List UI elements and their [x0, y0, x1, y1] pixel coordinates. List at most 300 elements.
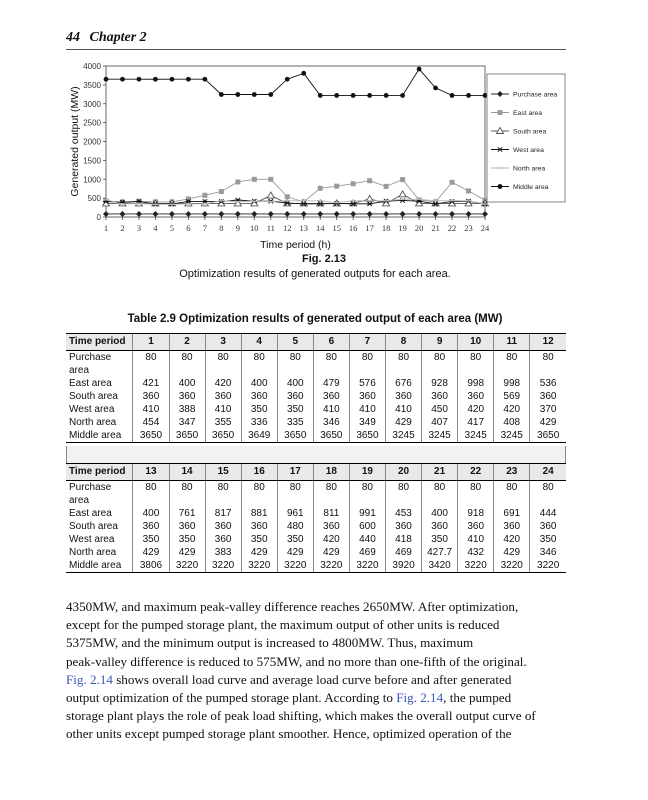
table-cell: 761 — [169, 507, 205, 520]
table-cell: 80 — [241, 351, 277, 378]
x-tick-label: 19 — [398, 223, 407, 233]
legend-label: East area — [513, 110, 543, 117]
body-paragraph — [66, 598, 569, 744]
x-tick-label: 14 — [315, 223, 325, 233]
table-cell: 407 — [422, 416, 458, 429]
x-tick-label: 10 — [250, 223, 259, 233]
x-tick-label: 9 — [235, 223, 240, 233]
data-point — [284, 211, 290, 217]
table-cell: 360 — [422, 390, 458, 403]
header-cell: 13 — [133, 464, 169, 481]
table-cell: 350 — [277, 533, 313, 546]
table-cell: 360 — [530, 390, 566, 403]
table-cell: 80 — [385, 351, 421, 378]
table-cell: 928 — [422, 377, 458, 390]
table-cell: 370 — [530, 403, 566, 416]
x-tick-label: 11 — [266, 223, 275, 233]
table-cell: 400 — [169, 377, 205, 390]
data-table-part2 — [66, 463, 566, 573]
table-cell: 346 — [530, 546, 566, 559]
table-cell: 360 — [422, 520, 458, 533]
table-cell: 691 — [494, 507, 530, 520]
table-cell: 3245 — [422, 429, 458, 443]
table-cell: 998 — [458, 377, 494, 390]
data-point — [318, 93, 323, 98]
row-label-cell: Purchase area — [69, 482, 112, 506]
table-cell: 3220 — [241, 559, 277, 573]
data-point — [301, 211, 307, 217]
x-tick-label: 7 — [202, 223, 207, 233]
table-cell: 3245 — [385, 429, 421, 443]
table-row — [66, 429, 566, 443]
table-cell: 676 — [385, 377, 421, 390]
row-label-cell: South area — [69, 521, 118, 532]
page-number: 44 — [66, 30, 80, 45]
table-cell: 417 — [458, 416, 494, 429]
row-label-cell: East area — [69, 378, 112, 389]
table-cell: 335 — [277, 416, 313, 429]
table-cell: 569 — [494, 390, 530, 403]
header-cell: 10 — [458, 334, 494, 351]
table-cell: 80 — [313, 351, 349, 378]
table-cell: 360 — [205, 533, 241, 546]
table-cell: 360 — [277, 390, 313, 403]
table-cell: 3650 — [530, 429, 566, 443]
table-cell: 360 — [349, 390, 385, 403]
body-line — [66, 671, 569, 689]
table-cell: 3220 — [530, 559, 566, 573]
table-cell: 80 — [277, 481, 313, 508]
data-point — [234, 200, 241, 206]
table-cell: 80 — [313, 481, 349, 508]
data-point — [235, 92, 240, 97]
figure-link[interactable]: Fig. 2.14 — [396, 690, 444, 706]
table-cell: 3806 — [133, 559, 169, 573]
row-label-cell: East area — [69, 508, 112, 519]
table-cell: 3220 — [169, 559, 205, 573]
table-cell: 360 — [385, 390, 421, 403]
table-row — [66, 390, 566, 403]
table-cell: 420 — [494, 533, 530, 546]
data-point — [169, 211, 175, 217]
table-cell: 432 — [458, 546, 494, 559]
table-cell: 480 — [277, 520, 313, 533]
row-label-cell: West area — [69, 404, 115, 415]
table-cell: 429 — [241, 546, 277, 559]
table-cell: 421 — [133, 377, 169, 390]
x-tick-label: 2 — [120, 223, 125, 233]
table-cell: 350 — [133, 533, 169, 546]
table-cell: 444 — [530, 507, 566, 520]
table-cell: 3220 — [313, 559, 349, 573]
table-spacer — [66, 446, 566, 463]
table-cell: 429 — [385, 416, 421, 429]
data-point — [351, 93, 356, 98]
table-cell: 479 — [313, 377, 349, 390]
data-point — [252, 92, 257, 97]
table-cell: 3650 — [133, 429, 169, 443]
table-row — [66, 377, 566, 390]
y-tick-label: 0 — [96, 213, 101, 222]
table-row — [66, 351, 566, 378]
table-cell: 429 — [313, 546, 349, 559]
body-line: 5375MW, and the minimum output is increased to 4800MW. Thus, maximum — [66, 635, 474, 651]
table-cell: 881 — [241, 507, 277, 520]
table-cell: 360 — [458, 520, 494, 533]
data-point — [252, 177, 257, 182]
table-row — [66, 559, 566, 573]
table-cell: 80 — [241, 481, 277, 508]
x-tick-label: 8 — [219, 223, 224, 233]
x-tick-label: 23 — [464, 223, 473, 233]
table-row — [66, 507, 566, 520]
header-cell: 8 — [385, 334, 421, 351]
data-point — [219, 92, 224, 97]
data-point — [104, 77, 109, 82]
table-cell: 80 — [205, 481, 241, 508]
header-cell: 9 — [422, 334, 458, 351]
data-point — [466, 211, 472, 217]
figure-label: Fig. 2.13 — [301, 253, 347, 265]
data-point — [119, 211, 125, 217]
x-tick-label: 5 — [169, 223, 175, 233]
data-point — [235, 179, 240, 184]
row-label-cell: West area — [69, 534, 115, 545]
header-cell: 19 — [349, 464, 385, 481]
table-cell: 420 — [313, 533, 349, 546]
data-point — [202, 211, 208, 217]
table-cell: 80 — [133, 351, 169, 378]
table-cell: 360 — [530, 520, 566, 533]
data-point — [268, 177, 273, 182]
table-header-row — [66, 334, 566, 351]
data-point — [367, 93, 372, 98]
table-cell: 360 — [313, 520, 349, 533]
table-cell: 80 — [494, 351, 530, 378]
data-point — [318, 186, 323, 191]
table-cell: 80 — [349, 351, 385, 378]
y-tick-label: 3500 — [83, 80, 101, 90]
data-point — [136, 211, 142, 217]
row-label-cell: Middle area — [66, 559, 133, 573]
data-point — [367, 211, 373, 217]
data-point — [466, 188, 471, 193]
figure-caption: Optimization results of generated outputs for each area. — [179, 268, 451, 280]
table-cell: 350 — [241, 403, 277, 416]
data-point — [400, 177, 405, 182]
y-axis-label: Generated output (MW) — [69, 86, 81, 197]
table-cell: 383 — [205, 546, 241, 559]
x-tick-label: 4 — [153, 223, 158, 233]
table-cell: 420 — [205, 377, 241, 390]
data-table-part1 — [66, 333, 566, 443]
table-cell: 80 — [422, 351, 458, 378]
data-point — [384, 184, 389, 189]
data-point — [137, 77, 142, 82]
legend-label: Middle area — [513, 184, 549, 191]
data-point — [186, 77, 191, 82]
table-cell: 998 — [494, 377, 530, 390]
header-cell: 4 — [241, 334, 277, 351]
table-cell: 427.7 — [422, 546, 458, 559]
table-cell: 429 — [133, 546, 169, 559]
y-tick-label: 1000 — [83, 175, 101, 185]
table-cell: 410 — [385, 403, 421, 416]
table-cell: 3245 — [458, 429, 494, 443]
body-text-span: output optimization of the pumped storage plant. According to — [66, 690, 397, 706]
header-cell: 18 — [313, 464, 349, 481]
table-cell: 576 — [349, 377, 385, 390]
data-point — [334, 184, 339, 189]
data-point — [383, 211, 389, 217]
table-cell: 3220 — [205, 559, 241, 573]
table-cell: 360 — [205, 520, 241, 533]
table-row — [66, 416, 566, 429]
data-point — [367, 202, 373, 206]
y-tick-label: 2500 — [83, 118, 101, 128]
table-cell: 3649 — [241, 429, 277, 443]
table-cell: 3650 — [349, 429, 385, 443]
series-line — [106, 69, 485, 95]
table-cell: 80 — [349, 481, 385, 508]
table-cell: 336 — [241, 416, 277, 429]
body-line: storage plant plays the role of peak load shifting, which makes the overall output curve of — [66, 708, 536, 724]
table-cell: 350 — [241, 533, 277, 546]
x-tick-label: 16 — [348, 223, 358, 233]
table-cell: 817 — [205, 507, 241, 520]
table-cell: 80 — [458, 481, 494, 508]
x-tick-label: 21 — [431, 223, 440, 233]
y-tick-label: 4000 — [83, 62, 101, 71]
data-point — [268, 211, 274, 217]
table-cell: 450 — [422, 403, 458, 416]
x-tick-label: 6 — [186, 223, 191, 233]
data-point — [317, 211, 323, 217]
table-cell: 346 — [313, 416, 349, 429]
figure-link[interactable]: Fig. 2.14 — [66, 671, 113, 687]
data-point — [433, 85, 438, 90]
data-point — [399, 191, 406, 197]
data-point — [201, 200, 208, 206]
data-point — [384, 93, 389, 98]
table-cell: 420 — [458, 403, 494, 416]
table-cell: 811 — [313, 507, 349, 520]
table-cell: 469 — [385, 546, 421, 559]
data-point — [185, 211, 191, 217]
table-cell: 360 — [458, 390, 494, 403]
data-point — [301, 71, 306, 76]
table-cell: 360 — [494, 520, 530, 533]
data-point — [202, 77, 207, 82]
y-tick-label: 500 — [87, 194, 101, 204]
x-tick-label: 20 — [414, 223, 424, 233]
body-line: except for the pumped storage plant, the maximum output of other units is reduced — [66, 617, 500, 633]
legend-label: West area — [513, 147, 544, 154]
table-cell: 3920 — [385, 559, 421, 573]
table-cell: 918 — [458, 507, 494, 520]
x-tick-label: 13 — [299, 223, 308, 233]
row-label-cell: North area — [69, 547, 117, 558]
data-point — [351, 181, 356, 186]
table-header-row — [66, 464, 566, 481]
table-cell: 3420 — [422, 559, 458, 573]
running-header — [66, 30, 566, 46]
data-point — [170, 77, 175, 82]
table-cell: 400 — [422, 507, 458, 520]
table-cell: 349 — [349, 416, 385, 429]
table-cell: 80 — [169, 481, 205, 508]
table-row — [66, 520, 566, 533]
body-line: 4350MW, and maximum peak-valley difference reaches 2650MW. After optimization, — [66, 599, 519, 614]
table-cell: 3220 — [277, 559, 313, 573]
table-cell: 400 — [241, 377, 277, 390]
table-cell: 3650 — [205, 429, 241, 443]
header-cell-label: Time period — [66, 464, 133, 481]
data-point — [416, 211, 422, 217]
table-cell: 350 — [169, 533, 205, 546]
body-text-span: , the pumped — [443, 690, 512, 706]
y-tick-label: 2000 — [83, 137, 101, 147]
x-tick-label: 18 — [381, 223, 391, 233]
table-cell: 360 — [205, 390, 241, 403]
table-cell: 350 — [422, 533, 458, 546]
data-point — [334, 93, 339, 98]
header-cell: 24 — [530, 464, 566, 481]
data-point — [152, 211, 158, 217]
data-point — [251, 211, 257, 217]
table-cell: 80 — [205, 351, 241, 378]
body-text-span: shows overall load curve and average load curve before and after generated — [112, 671, 512, 687]
table-cell: 3650 — [313, 429, 349, 443]
data-point — [400, 93, 405, 98]
table-cell: 410 — [349, 403, 385, 416]
header-cell: 7 — [349, 334, 385, 351]
legend-label: North area — [513, 165, 546, 173]
table-cell: 360 — [241, 390, 277, 403]
table-cell: 3650 — [277, 429, 313, 443]
header-cell: 22 — [458, 464, 494, 481]
data-point — [466, 93, 471, 98]
legend-label: South area — [513, 128, 547, 136]
header-cell: 6 — [313, 334, 349, 351]
row-label-cell: South area — [69, 391, 118, 402]
table-cell: 410 — [313, 403, 349, 416]
header-cell: 23 — [494, 464, 530, 481]
table-cell: 429 — [494, 546, 530, 559]
table-row — [66, 481, 566, 508]
table-title: Table 2.9 Optimization results of generated output of each area (MW) — [127, 313, 503, 325]
data-point — [218, 211, 224, 217]
data-point — [450, 180, 455, 185]
header-cell: 5 — [277, 334, 313, 351]
x-tick-label: 24 — [480, 223, 490, 233]
table-cell: 360 — [169, 390, 205, 403]
body-line: peak-valley difference is reduced to 575MW, and no more than one-fifth of the original. — [66, 653, 527, 669]
table-cell: 440 — [349, 533, 385, 546]
table-cell: 429 — [277, 546, 313, 559]
table-row — [66, 533, 566, 546]
data-point — [120, 77, 125, 82]
table-cell: 3220 — [458, 559, 494, 573]
data-point — [153, 77, 158, 82]
table-cell: 400 — [277, 377, 313, 390]
plot-frame — [106, 66, 485, 217]
header-cell: 21 — [422, 464, 458, 481]
data-point — [268, 92, 273, 97]
row-label-cell: Middle area — [66, 429, 133, 443]
x-tick-label: 22 — [447, 223, 457, 233]
data-point — [450, 93, 455, 98]
table-cell: 3220 — [494, 559, 530, 573]
data-point — [334, 211, 340, 217]
data-point — [285, 194, 290, 199]
table-cell: 991 — [349, 507, 385, 520]
table-cell: 418 — [385, 533, 421, 546]
body-line: other units except pumped storage plant smoother. Hence, optimized operation of the — [66, 726, 512, 742]
header-cell: 16 — [241, 464, 277, 481]
y-tick-label: 3000 — [83, 99, 101, 109]
table-cell: 80 — [385, 481, 421, 508]
table-row — [66, 546, 566, 559]
header-cell: 1 — [133, 334, 169, 351]
table-cell: 410 — [205, 403, 241, 416]
table-cell: 420 — [494, 403, 530, 416]
table-cell: 3245 — [494, 429, 530, 443]
legend-marker — [498, 110, 503, 115]
table-cell: 429 — [530, 416, 566, 429]
table-cell: 454 — [133, 416, 169, 429]
data-point — [367, 178, 372, 183]
x-tick-label: 12 — [283, 223, 292, 233]
table-cell: 429 — [169, 546, 205, 559]
line-chart — [66, 58, 566, 253]
table-cell: 469 — [349, 546, 385, 559]
row-label-cell: North area — [69, 417, 117, 428]
header-cell: 11 — [494, 334, 530, 351]
data-point — [103, 211, 109, 217]
table-cell: 80 — [458, 351, 494, 378]
table-cell: 360 — [133, 520, 169, 533]
chapter-title: Chapter 2 — [89, 30, 147, 45]
x-tick-label: 17 — [365, 223, 374, 233]
row-label-cell: Purchase area — [69, 352, 112, 376]
data-point — [285, 77, 290, 82]
table-cell: 80 — [422, 481, 458, 508]
header-cell: 2 — [169, 334, 205, 351]
table-cell: 350 — [277, 403, 313, 416]
header-cell: 3 — [205, 334, 241, 351]
table-row — [66, 403, 566, 416]
table-cell: 355 — [205, 416, 241, 429]
table-cell: 453 — [385, 507, 421, 520]
series-line — [106, 179, 485, 202]
table-cell: 400 — [133, 507, 169, 520]
legend-label: Purchase area — [513, 91, 558, 99]
data-point — [202, 193, 207, 198]
data-point — [433, 211, 439, 217]
table-cell: 360 — [169, 520, 205, 533]
table-cell: 600 — [349, 520, 385, 533]
header-rule — [66, 49, 566, 50]
header-cell: 15 — [205, 464, 241, 481]
data-point — [417, 67, 422, 72]
table-cell: 536 — [530, 377, 566, 390]
header-cell: 12 — [530, 334, 566, 351]
y-tick-label: 1500 — [83, 156, 101, 166]
table-cell: 80 — [494, 481, 530, 508]
data-point — [267, 192, 274, 198]
table-cell: 350 — [530, 533, 566, 546]
